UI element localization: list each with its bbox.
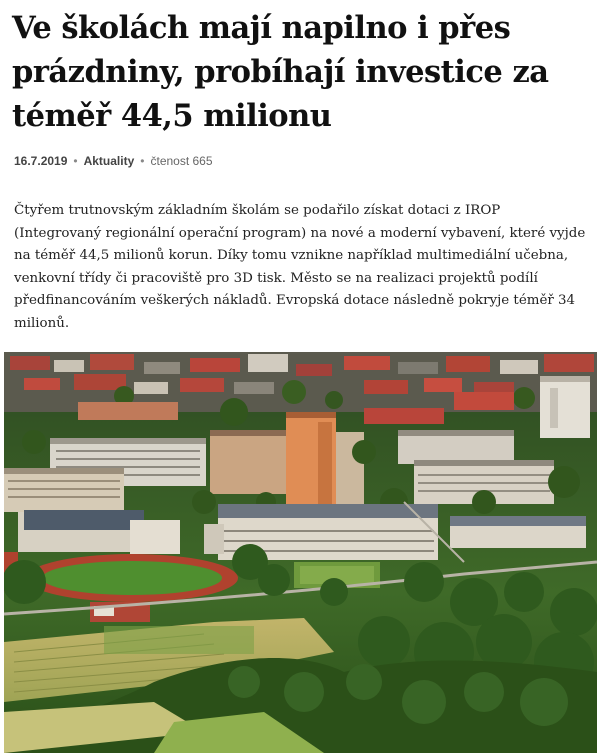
meta-separator: • [140,154,145,168]
category-link[interactable]: Aktuality [83,154,135,168]
article-date: 16.7.2019 [14,154,68,168]
read-count: čtenost 665 [150,154,213,168]
article-title: Ve školách mají napilno i přes prázdniny, probíhají investice za téměř 44,5 milionu [12,10,549,134]
article-meta [14,154,213,168]
article-photo [4,352,597,753]
article-perex: Čtyřem trutnovským základním školám se podařilo získat dotaci z IROP (Integrovaný regionální operační program) na nové a moderní vybavení, které vyjde na téměř 44,5 milionů korun. Díky tomu vznikne například multimediální učebna, venkovní třídy či pracoviště pro 3D tisk. Město se na realizaci projektů podílí předfinancováním veškerých nákladů. Evropská dotace následně pokryje téměř 34 milionů. [14,203,586,331]
aerial-town-photo [4,352,597,753]
meta-separator: • [73,154,78,168]
